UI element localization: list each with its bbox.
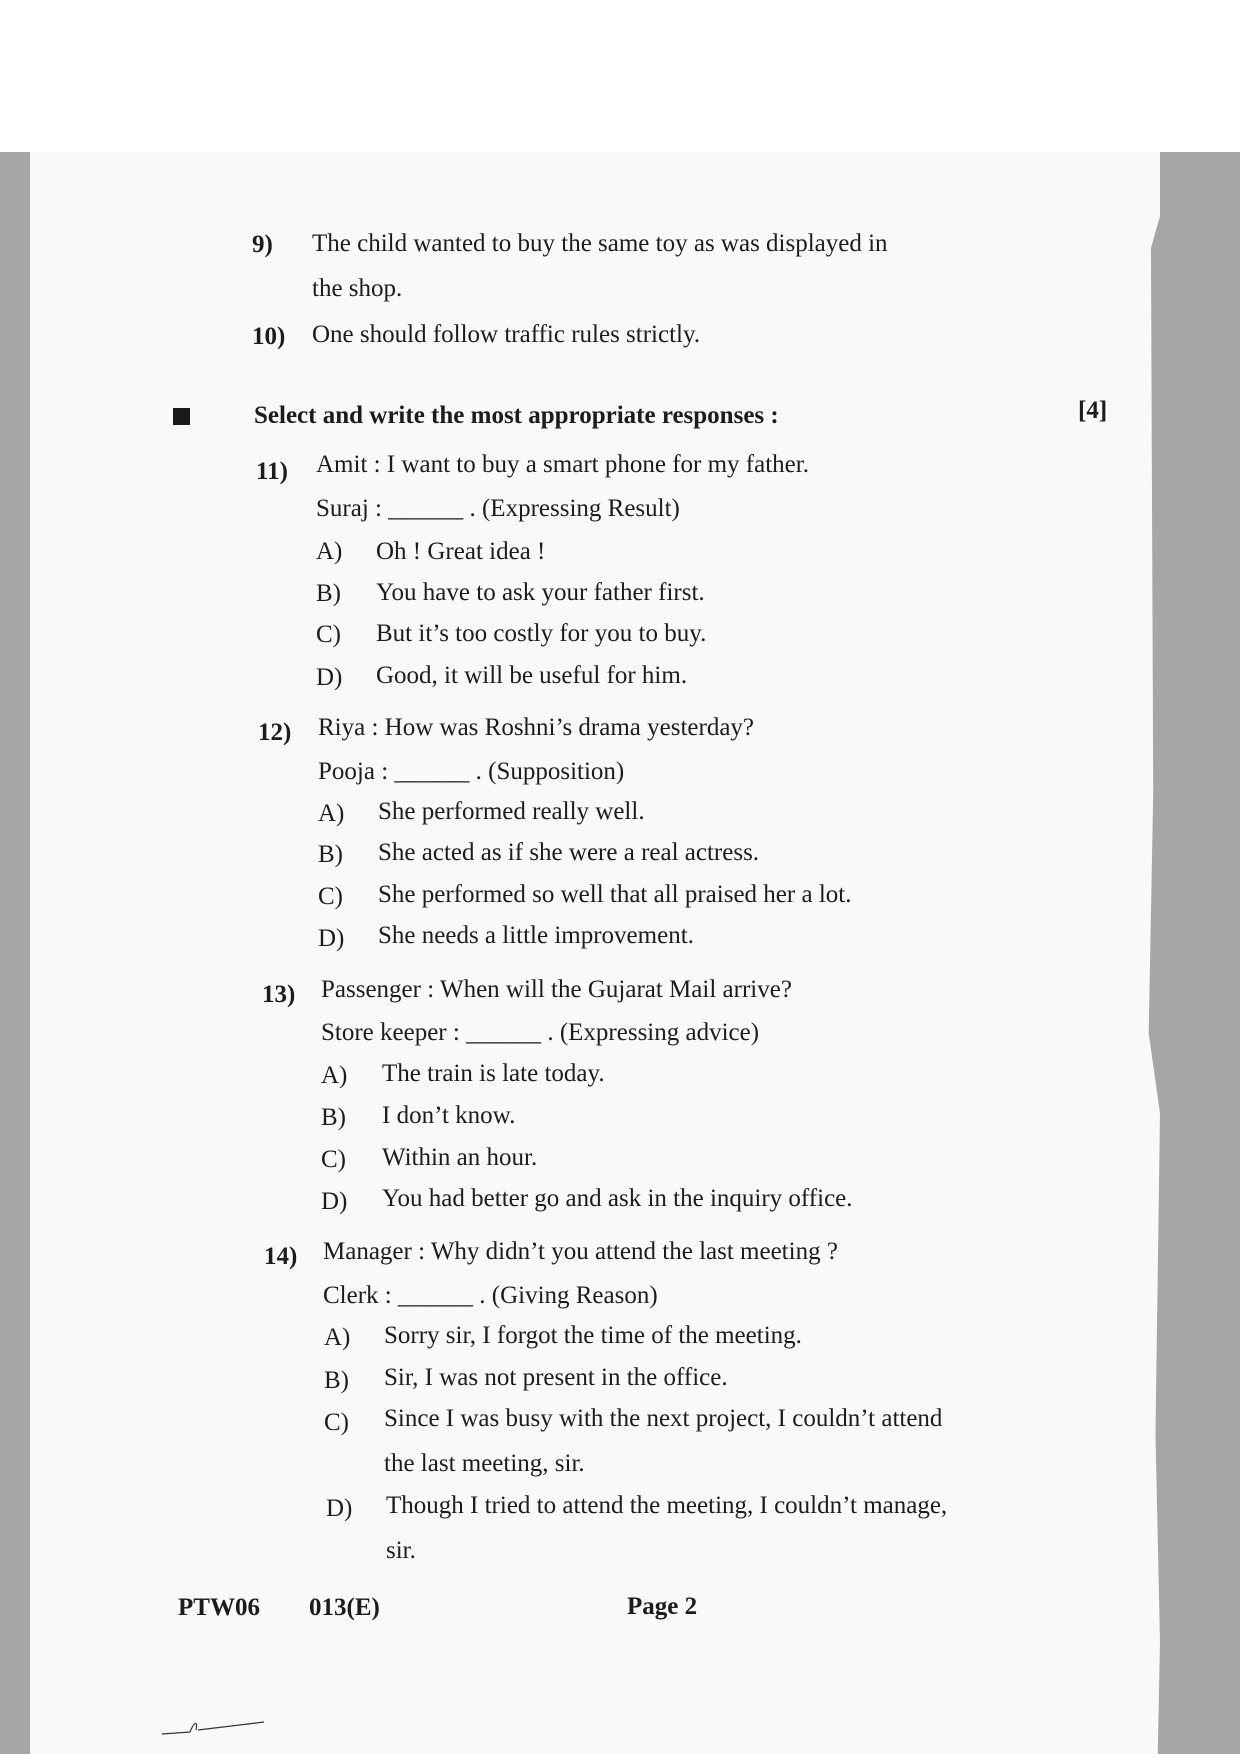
question-11-option-b-letter: B)	[316, 580, 341, 607]
question-14-option-b-text: Sir, I was not present in the office.	[384, 1364, 728, 1391]
question-12-option-c-letter: C)	[318, 883, 343, 910]
question-11-option-b-text: You have to ask your father first.	[376, 579, 705, 606]
question-11-prompt: Amit : I want to buy a smart phone for my father.	[316, 451, 809, 478]
question-14-option-d-text-line-2: sir.	[386, 1537, 416, 1564]
question-13-option-d-text: You had better go and ask in the inquiry office.	[382, 1185, 853, 1212]
question-13-option-d-letter: D)	[321, 1188, 348, 1215]
question-14-option-c-letter: C)	[324, 1409, 349, 1436]
footer-paper: 013(E)	[309, 1594, 380, 1621]
question-14-option-a-letter: A)	[324, 1324, 351, 1351]
question-12-option-b-letter: B)	[318, 841, 343, 868]
question-12-option-a-letter: A)	[318, 800, 345, 827]
question-11-option-c-letter: C)	[316, 621, 341, 648]
footer-page: Page 2	[627, 1593, 698, 1620]
question-12-option-c-text: She performed so well that all praised her a lot.	[378, 881, 852, 908]
item-9-line-2: the shop.	[312, 275, 403, 302]
question-13-option-c-text: Within an hour.	[382, 1144, 538, 1171]
question-13-option-a-text: The train is late today.	[382, 1060, 605, 1087]
question-14-number: 14)	[264, 1243, 298, 1270]
footer-code: PTW06	[178, 1594, 260, 1621]
question-13-option-c-letter: C)	[321, 1146, 346, 1173]
question-11-option-a-letter: A)	[316, 538, 343, 565]
pen-mark	[160, 1718, 270, 1738]
question-13-response: Store keeper : ______ . (Expressing advice)	[321, 1019, 760, 1046]
question-14-option-c-text: Since I was busy with the next project, I couldn’t attend	[384, 1405, 943, 1432]
question-14-option-b-letter: B)	[324, 1367, 349, 1394]
question-11-option-a-text: Oh ! Great idea !	[376, 538, 546, 565]
question-12-response: Pooja : ______ . (Supposition)	[318, 758, 625, 785]
section-title: Select and write the most appropriate responses :	[254, 402, 779, 429]
question-13-option-b-text: I don’t know.	[382, 1102, 516, 1129]
item-9-number: 9)	[252, 231, 273, 258]
question-11-number: 11)	[256, 458, 288, 485]
question-12-option-d-text: She needs a little improvement.	[378, 922, 694, 949]
question-11-option-c-text: But it’s too costly for you to buy.	[376, 620, 707, 647]
question-11-option-d-text: Good, it will be useful for him.	[376, 662, 688, 689]
question-13-option-b-letter: B)	[321, 1104, 346, 1131]
question-13-number: 13)	[262, 981, 296, 1008]
section-marks: [4]	[1078, 397, 1108, 424]
question-14-prompt: Manager : Why didn’t you attend the last meeting ?	[323, 1238, 838, 1265]
question-12-number: 12)	[258, 719, 292, 746]
question-14-option-a-text: Sorry sir, I forgot the time of the meeting.	[384, 1322, 802, 1349]
question-11-response: Suraj : ______ . (Expressing Result)	[316, 495, 680, 522]
question-14-option-d-text: Though I tried to attend the meeting, I couldn’t manage,	[386, 1492, 948, 1519]
item-10-number: 10)	[252, 323, 286, 350]
item-9-line-1: The child wanted to buy the same toy as was displayed in	[312, 230, 888, 257]
question-13-prompt: Passenger : When will the Gujarat Mail arrive?	[321, 976, 792, 1003]
question-12-option-d-letter: D)	[318, 925, 345, 952]
section-bullet	[173, 408, 190, 425]
question-12-prompt: Riya : How was Roshni’s drama yesterday?	[318, 714, 755, 741]
question-11-option-d-letter: D)	[316, 664, 343, 691]
question-14-option-d-letter: D)	[326, 1495, 353, 1522]
question-14-option-c-text-line-2: the last meeting, sir.	[384, 1450, 585, 1477]
question-13-option-a-letter: A)	[321, 1062, 348, 1089]
question-14-response: Clerk : ______ . (Giving Reason)	[323, 1282, 658, 1309]
question-12-option-a-text: She performed really well.	[378, 798, 645, 825]
question-12-option-b-text: She acted as if she were a real actress.	[378, 839, 760, 866]
item-10-line-1: One should follow traffic rules strictly.	[312, 321, 701, 348]
